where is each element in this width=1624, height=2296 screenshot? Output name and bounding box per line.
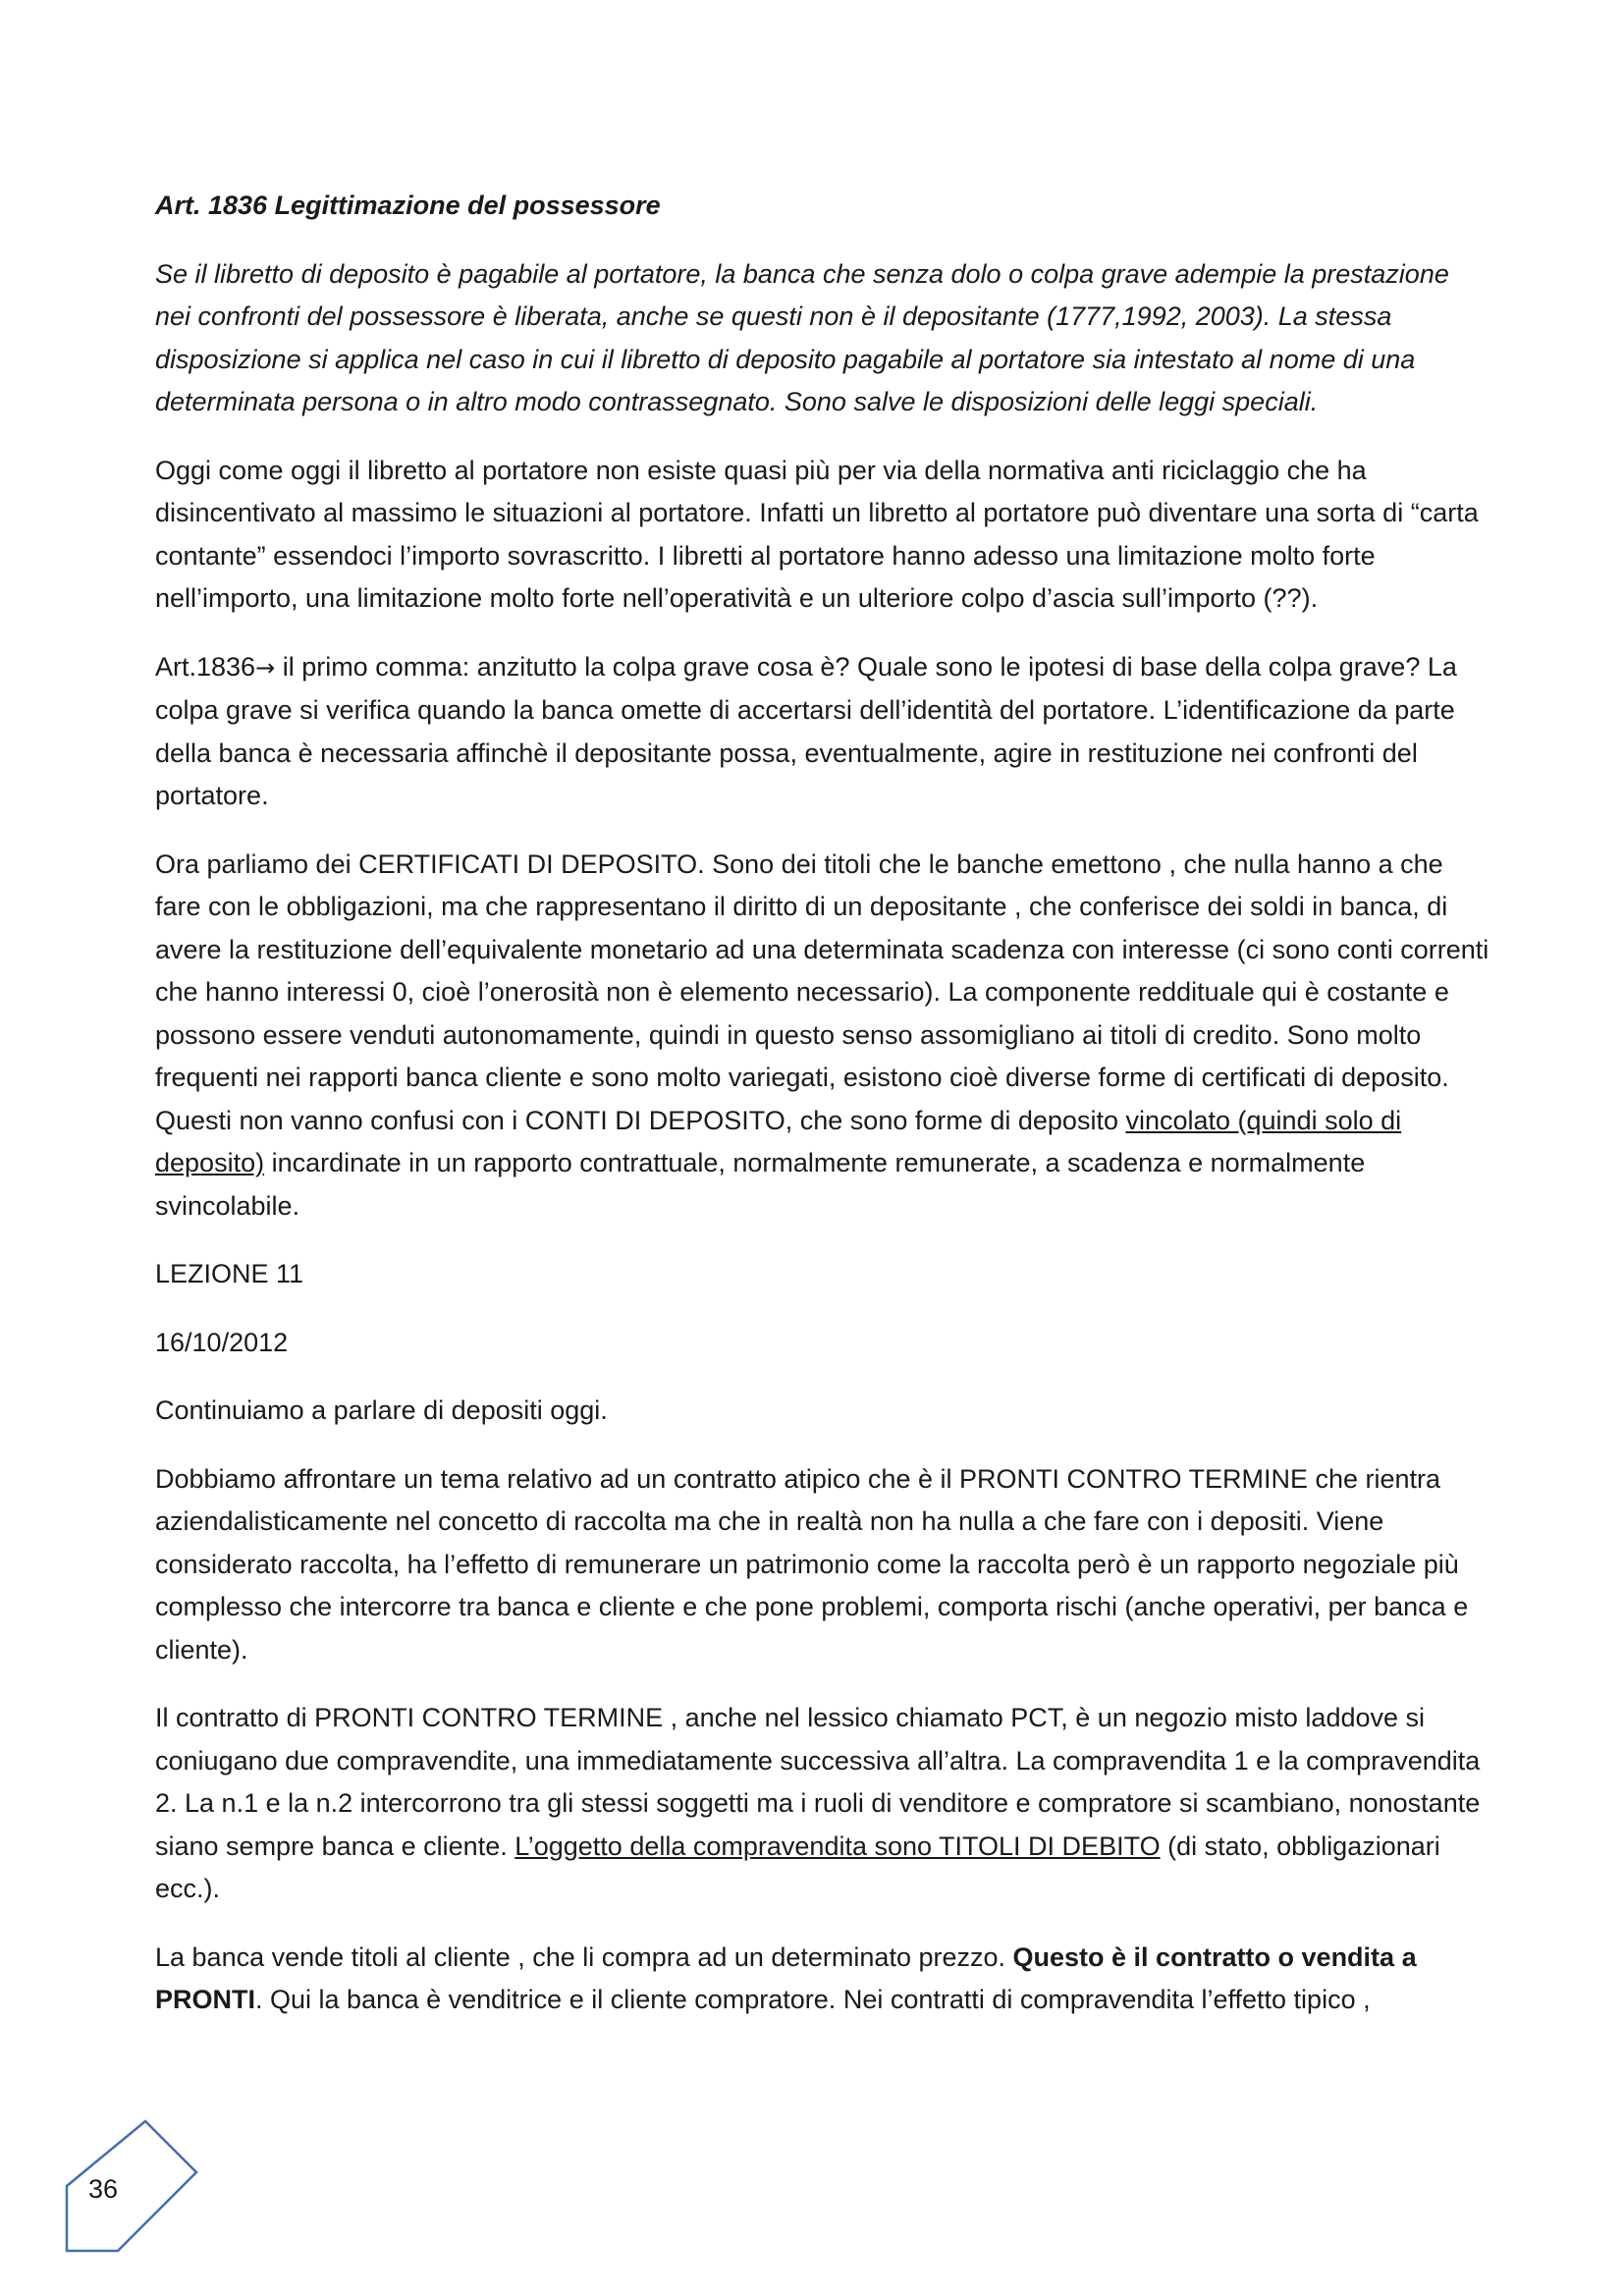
paragraph-libretto: Oggi come oggi il libretto al portatore non esiste quasi più per via della normativa anti riciclaggio che ha disincentivato al massimo le situazioni al portatore. Infatti un libretto al portatore può diventare una sorta di “carta contante” essendoci l’importo sovrascritto. I libretti al portatore hanno adesso una limitazione molto forte nell’importo, una limitazione molto forte nell’operatività e un ulteriore colpo d’ascia sull’importo (??).: [155, 455, 1479, 613]
page-number: 36: [88, 2174, 119, 2204]
vendita-bold: Questo è il contratto o vendita a PRONTI: [155, 1941, 1417, 2014]
certificati-underlined: vincolato (quindi solo di deposito): [155, 1105, 1402, 1177]
paragraph-pct-definition: [155, 1697, 1490, 1911]
vendita-text-b: . Qui la banca è venditrice e il cliente compratore. Nei contratti di compravendita l’effetto tipico ,: [255, 1985, 1371, 2014]
article-text: Se il libretto di deposito è pagabile al portatore, la banca che senza dolo o colpa grave adempie la prestazione nei confronti del possessore è liberata, anche se questi non è il depositante (1777,1992, 2003). La stessa disposizione si applica nel caso in cui il libretto di deposito pagabile al portatore sia intestato al nome di una determinata persona o in altro modo contrassegnato. Sono salve le disposizioni delle leggi speciali.: [155, 258, 1449, 416]
article-heading: [155, 185, 1490, 228]
lesson-date: 16/10/2012: [155, 1327, 289, 1357]
pct-definition-text-b: (di stato, obbligazionari ecc.).: [155, 1831, 1440, 1903]
paragraph-continuiamo: Continuiamo a parlare di depositi oggi.: [155, 1395, 608, 1425]
document-body: [155, 185, 1490, 2048]
art-reference: Art.1836: [155, 651, 256, 682]
certificati-text-a: Ora parliamo dei CERTIFICATI DI DEPOSITO. Sono dei titoli che le banche emettono , che nulla hanno a che fare con le obbligazioni, ma che rappresentano il diritto di un depositante , che conferisce dei soldi in banca, di avere la restituzione dell’equivalente monetario ad una determinata scadenza con interesse (ci sono conti correnti che hanno interessi 0, cioè l’onerosità non è elemento necessario). La componente reddituale qui è costante e possono essere venduti autonomamente, quindi in questo senso assomigliano ai titoli di credito. Sono molto frequenti nei rapporti banca cliente e sono molto variegati, esistono cioè diverse forme di certificati di deposito. Questi non vanno confusi con i CONTI DI DEPOSITO, che sono forme di deposito: [155, 848, 1489, 1135]
paragraph-pct-intro: Dobbiamo affrontare un tema relativo ad un contratto atipico che è il PRONTI CONTRO TERMINE che rientra aziendalisticamente nel concetto di raccolta ma che in realtà non ha nulla a che fare con i depositi. Viene considerato raccolta, ha l’effetto di remunerare un patrimonio come la raccolta però è un rapporto negoziale più complesso che intercorre tra banca e cliente e che pone problemi, comporta rischi (anche operativi, per banca e cliente).: [155, 1463, 1469, 1665]
article-heading-text: Art. 1836 Legittimazione del possessore: [155, 191, 661, 220]
lesson-label: LEZIONE 11: [155, 1259, 304, 1288]
page-number-badge-icon: [61, 2117, 198, 2255]
art-reference-text: il primo comma: anzitutto la colpa grave cosa è? Quale sono le ipotesi di base della colpa grave? La colpa grave si verifica quando la banca omette di accertarsi dell’identità del portatore. L’identificazione da parte della banca è necessaria affinchè il depositante possa, eventualmente, agire in restituzione nei confronti del portatore.: [155, 651, 1457, 810]
pct-definition-underlined: L’oggetto della compravendita sono TITOLI DI DEBITO: [514, 1831, 1161, 1861]
pct-definition-text-a: Il contratto di PRONTI CONTRO TERMINE , anche nel lessico chiamato PCT, è un negozio misto laddove si coniugano due compravendite, una immediatamente successiva all’altra. La compravendita 1 e la compravendita 2. La n.1 e la n.2 intercorrono tra gli stessi soggetti ma i ruoli di venditore e compratore si scambiano, nonostante siano sempre banca e cliente.: [155, 1703, 1481, 1861]
vendita-text-a: La banca vende titoli al cliente , che li compra ad un determinato prezzo.: [155, 1941, 1013, 1972]
paragraph-vendita: [155, 1937, 1490, 2022]
paragraph-art-reference: [155, 646, 1490, 818]
certificati-text-b: incardinate in un rapporto contrattuale, normalmente remunerate, a scadenza e normalmente svincolabile.: [155, 1148, 1366, 1221]
arrow-icon: →: [255, 653, 276, 682]
paragraph-certificati: [155, 844, 1490, 1229]
